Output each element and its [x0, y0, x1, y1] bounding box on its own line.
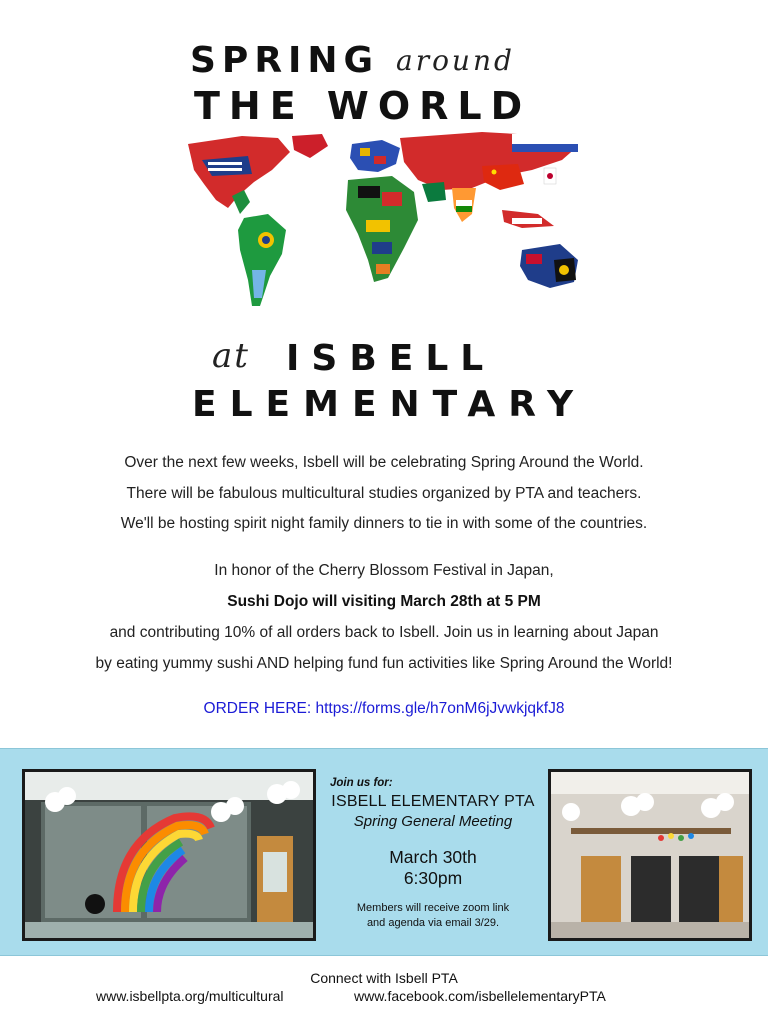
event-line: by eating yummy sushi AND helping fund fun activities like Spring Around the World! — [95, 655, 673, 672]
meeting-datetime — [322, 847, 544, 889]
intro-line: We'll be hosting spirit night family dinners to tie in with some of the countries. — [120, 515, 648, 532]
meeting-note-line: and agenda via email 3/29. — [366, 917, 500, 929]
title-isbell: ISBELL — [286, 338, 496, 379]
title-block-top — [190, 36, 590, 126]
title-at: at — [212, 336, 250, 376]
rainbow-window-illustration — [25, 772, 313, 938]
title-elementary: ELEMENTARY — [192, 384, 587, 425]
meeting-org: ISBELL ELEMENTARY PTA — [331, 793, 535, 810]
title-block-bottom — [190, 330, 590, 430]
event-line: and contributing 10% of all orders back to Isbell. Join us in learning about Japan — [109, 624, 659, 641]
flag-world-map — [182, 130, 586, 320]
order-link[interactable]: ORDER HERE: https://forms.gle/h7onM6jJvwkjqkfJ8 — [203, 700, 565, 717]
title-the-world: THE WORLD — [194, 84, 532, 128]
footer-connect: Connect with Isbell PTA — [310, 970, 458, 986]
footer-website-link[interactable]: www.isbellpta.org/multicultural — [96, 988, 284, 1004]
meeting-subtitle: Spring General Meeting — [353, 813, 513, 830]
hallway-illustration — [551, 772, 749, 938]
title-around: around — [396, 44, 515, 77]
event-line: In honor of the Cherry Blossom Festival in Japan, — [214, 562, 554, 579]
footer-facebook-link[interactable]: www.facebook.com/isbellelementaryPTA — [354, 988, 606, 1004]
meeting-date: March 30th — [389, 847, 477, 867]
event-highlight: Sushi Dojo will visiting March 28th at 5 PM — [227, 593, 541, 610]
meeting-note-line: Members will receive zoom link — [356, 902, 510, 914]
intro-line: Over the next few weeks, Isbell will be celebrating Spring Around the World. — [124, 454, 644, 471]
title-spring: SPRING — [190, 40, 380, 81]
hallway-photo — [548, 769, 752, 941]
intro-line: There will be fabulous multicultural studies organized by PTA and teachers. — [126, 485, 642, 502]
footer — [0, 966, 768, 1016]
meeting-join-label: Join us for: — [330, 777, 393, 789]
pta-meeting-banner — [0, 748, 768, 956]
rainbow-window-photo — [22, 769, 316, 941]
meeting-time: 6:30pm — [403, 868, 463, 888]
meeting-note — [322, 901, 544, 931]
